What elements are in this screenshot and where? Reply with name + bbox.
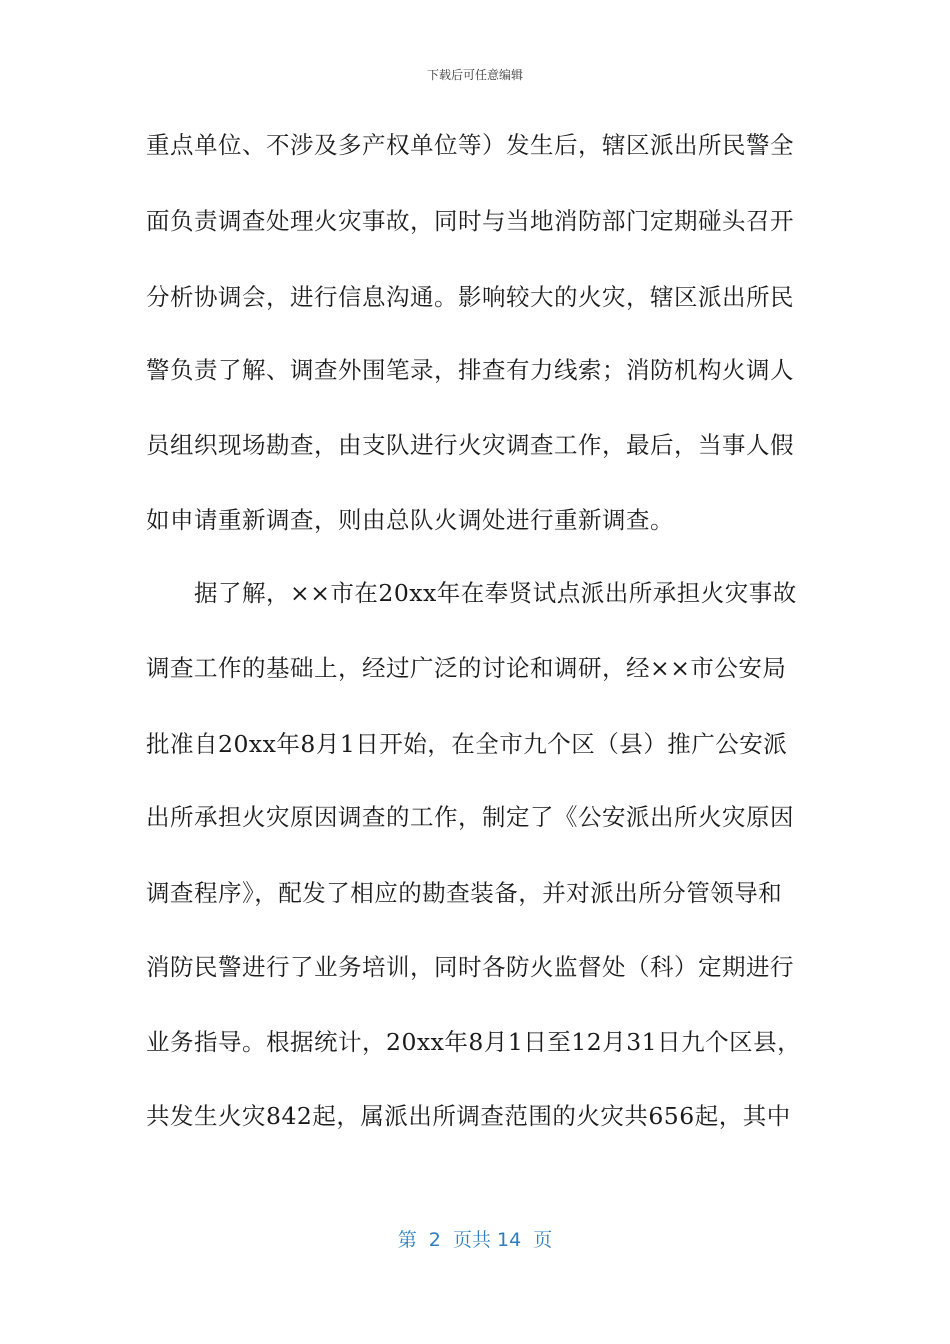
text-line: 共发生火灾842起，属派出所调查范围的火灾共656起，其中 xyxy=(146,1102,791,1130)
text-line: 员组织现场勘查，由支队进行火灾调查工作，最后，当事人假 xyxy=(146,431,794,459)
text-line: 批准自20xx年8月1日开始，在全市九个区（县）推广公安派 xyxy=(146,730,788,758)
paragraph-start-line: 据了解，××市在20xx年在奉贤试点派出所承担火灾事故 xyxy=(194,579,797,607)
page-header: 下载后可任意编辑 xyxy=(426,68,523,82)
text-line: 面负责调查处理火灾事故，同时与当地消防部门定期碰头召开 xyxy=(146,207,794,235)
text-line: 调查工作的基础上，经过广泛的讨论和调研，经××市公安局 xyxy=(146,654,787,682)
text-line: 分析协调会，进行信息沟通。影响较大的火灾，辖区派出所民 xyxy=(146,283,794,311)
page-number-footer: 第 2 页共 14 页 xyxy=(397,1229,553,1251)
text-line: 警负责了解、调查外围笔录，排查有力线索；消防机构火调人 xyxy=(146,356,794,384)
text-line: 出所承担火灾原因调查的工作，制定了《公安派出所火灾原因 xyxy=(146,803,794,831)
text-line: 重点单位、不涉及多产权单位等）发生后，辖区派出所民警全 xyxy=(146,131,794,159)
text-line: 如申请重新调查，则由总队火调处进行重新调查。 xyxy=(146,506,674,534)
text-line: 调查程序》，配发了相应的勘查装备，并对派出所分管领导和 xyxy=(146,879,783,907)
text-line: 业务指导。根据统计，20xx年8月1日至12月31日九个区县， xyxy=(146,1028,802,1056)
text-line: 消防民警进行了业务培训，同时各防火监督处（科）定期进行 xyxy=(146,953,794,981)
